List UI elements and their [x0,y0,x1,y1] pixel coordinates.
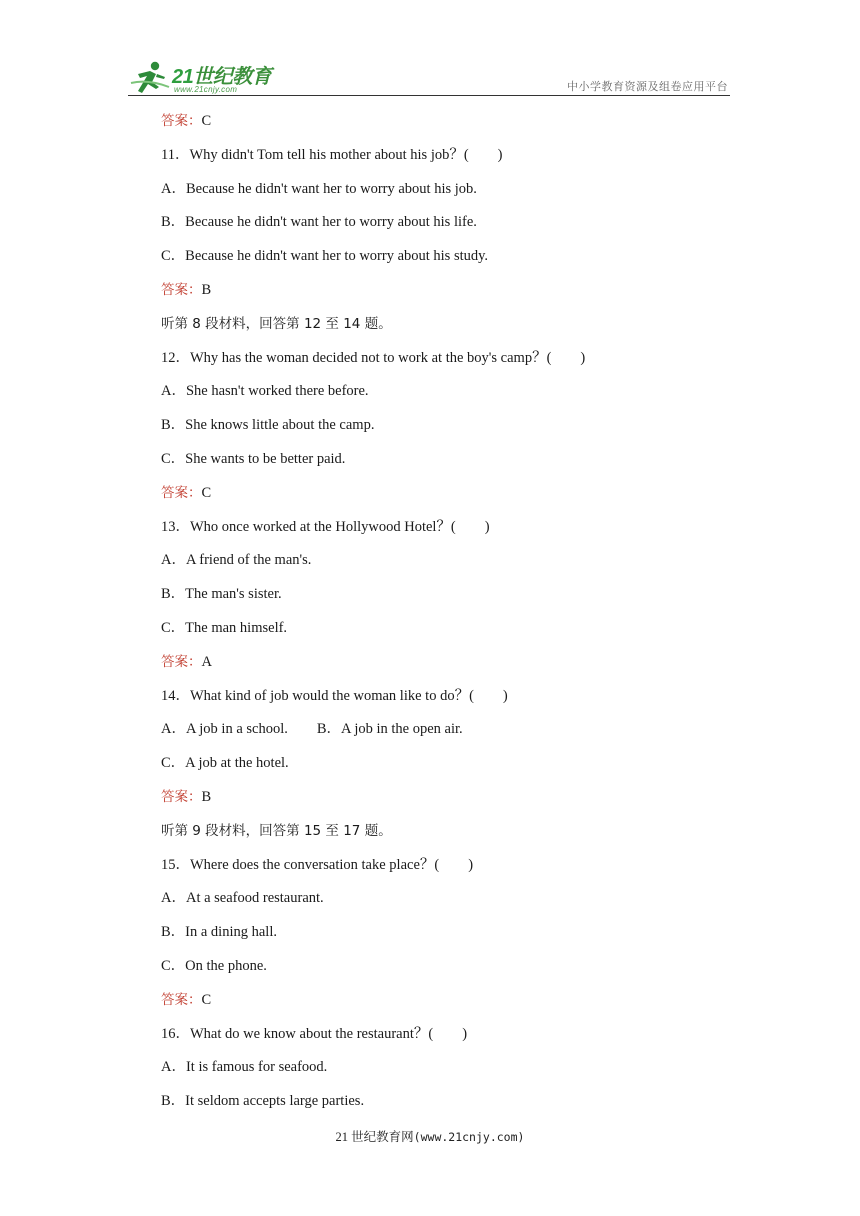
answer-line [161,786,741,820]
question-text: 14．What kind of job would the woman like to do？( ) [161,687,508,704]
runner-logo-icon [128,60,172,96]
answer-option: A．At a seafood restaurant. [161,890,324,907]
question-text: 16．What do we know about the restaurant？( ) [161,1025,468,1042]
answer-option: B．The man's sister. [161,586,282,603]
answer-line [161,989,741,1023]
answer-label: 答案： [161,281,202,298]
document-body [161,110,741,1124]
answer-option: A．She hasn't worked there before. [161,383,369,400]
answer-option: B．In a dining hall. [161,924,277,941]
header-tagline: 中小学教育资源及组卷应用平台 [567,80,728,93]
answer-value: C [201,484,212,501]
answer-option: C．The man himself. [161,619,288,636]
answer-value: B [201,788,212,805]
answer-line [161,279,741,313]
answer-option: B．She knows little about the camp. [161,417,375,434]
question-text: 12．Why has the woman decided not to work at the boy's camp？( ) [161,349,586,366]
logo-url: www.21cnjy.com [174,85,238,94]
logo-text: 世纪教育 [193,66,272,88]
answer-line [161,482,741,516]
question-text: 13．Who once worked at the Hollywood Hotel？( ) [161,518,490,535]
answer-option: C．Because he didn't want her to worry about his study. [161,248,489,265]
answer-label: 答案： [161,788,202,805]
answer-option: A．A job in a school. B．A job in the open air. [161,721,463,738]
answer-option: C．On the phone. [161,957,267,974]
answer-value: B [201,281,212,298]
section-instruction: 听第 8 段材料，回答第 12 至 14 题。 [161,315,392,332]
answer-option: A．It is famous for seafood. [161,1059,328,1076]
answer-value: A [201,653,212,670]
answer-value: C [201,113,212,129]
answer-option: C．She wants to be better paid. [161,450,346,467]
answer-option: B．Because he didn't want her to worry about his life. [161,214,477,231]
answer-option: B．It seldom accepts large parties. [161,1093,365,1110]
page-footer [0,1127,860,1145]
question-text: 11．Why didn't Tom tell his mother about his job？( ) [161,146,503,163]
answer-label: 答案： [161,484,202,501]
header-divider [128,95,730,96]
answer-label: 答案： [161,113,202,129]
answer-line [161,651,741,685]
section-instruction: 听第 9 段材料，回答第 15 至 17 题。 [161,822,392,839]
answer-line [161,110,741,144]
answer-value: C [201,991,212,1008]
answer-option: C．A job at the hotel. [161,755,289,772]
answer-label: 答案： [161,653,202,670]
answer-option: A．Because he didn't want her to worry about his job. [161,180,477,197]
question-text: 15．Where does the conversation take place？( ) [161,856,474,873]
footer-site-url: (www.21cnjy.com) [413,1130,525,1144]
site-logo [128,60,278,96]
logo-number: 21 [172,66,194,88]
page-header [128,56,730,98]
answer-label: 答案： [161,991,202,1008]
footer-site-name: 21 世纪教育网 [335,1130,414,1144]
answer-option: A．A friend of the man's. [161,552,312,569]
